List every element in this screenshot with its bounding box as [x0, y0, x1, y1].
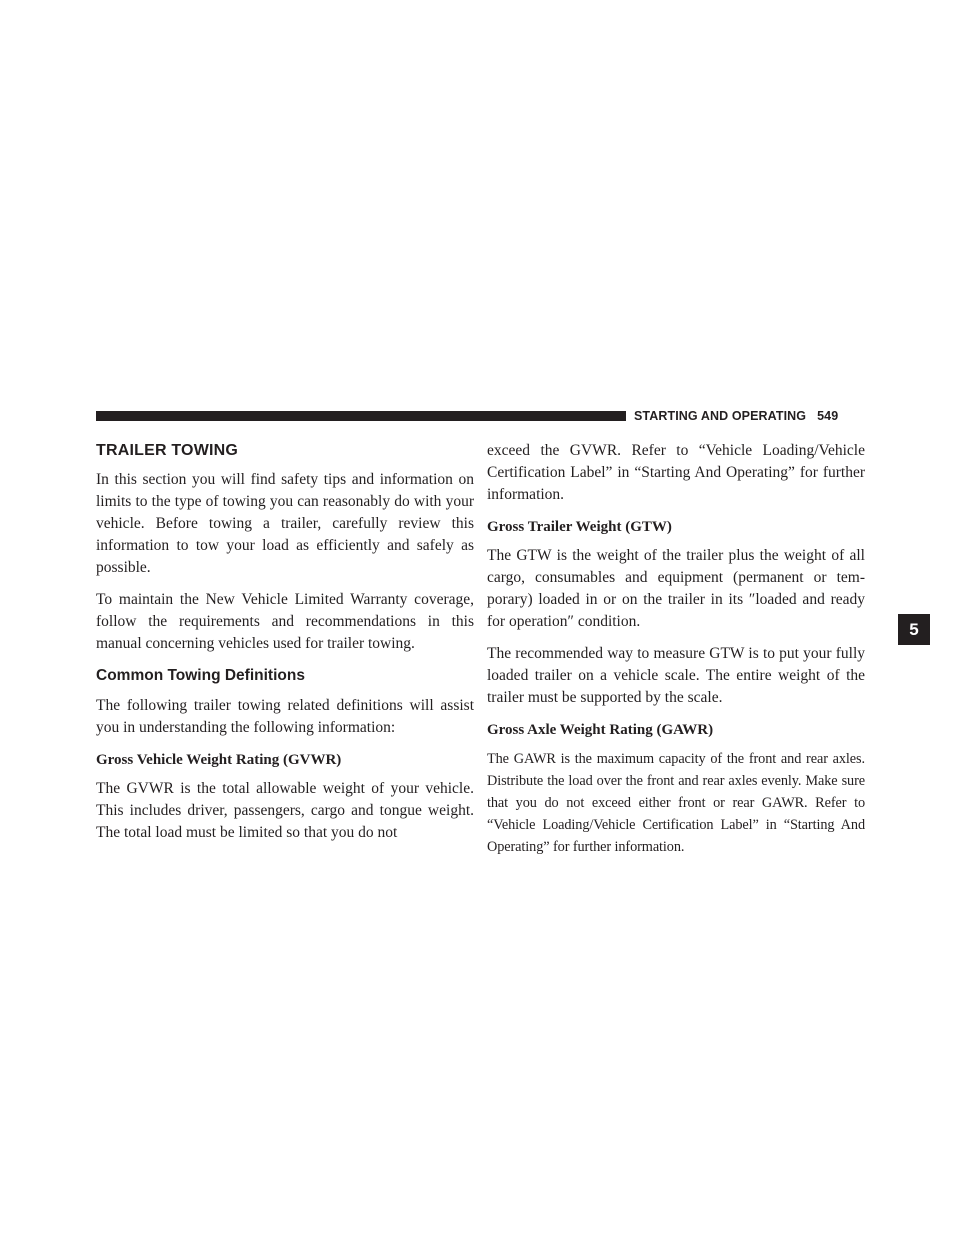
- running-header: [634, 406, 838, 426]
- section-title: TRAILER TOWING: [96, 442, 239, 459]
- gawr-paragraph: The GAWR is the maximum capacity of the front and rear axles. Distribute the load over the front and rear axles evenly. Make sure that you do not exceed either front or rear GAWR. Refer to “Vehicle Loading/Vehicle Certification Label” in “Starting And Operating” for further information.: [487, 751, 865, 855]
- gawr-heading: Gross Axle Weight Rating (GAWR): [487, 722, 714, 738]
- chapter-tab: 5: [898, 614, 930, 645]
- header-rule: [96, 411, 626, 421]
- gvwr-heading: Gross Vehicle Weight Rating (GVWR): [96, 752, 342, 768]
- gtw-paragraph-2: The recommended way to measure GTW is to put your fully loaded trailer on a vehicle scale. The entire weight of the trailer must be supported by the scale.: [487, 645, 865, 706]
- gvwr-paragraph: The GVWR is the total allowable weight of your vehicle. This includes driver, passengers, cargo and tongue weight. The total load must be limited so that you do not: [96, 780, 474, 841]
- definitions-intro: The following trailer towing related definitions will assist you in understanding the following information:: [96, 697, 474, 736]
- header-section-name: STARTING AND OPERATING: [634, 409, 807, 423]
- gtw-paragraph-1: The GTW is the weight of the trailer plus the weight of all cargo, consumables and equipment (permanent or tem- porary) loaded in or on the trailer in its ″loaded and ready for operation″ condition.: [487, 547, 865, 630]
- left-column: [96, 440, 474, 854]
- right-column: [487, 440, 865, 868]
- subsection-title: Common Towing Definitions: [96, 667, 305, 684]
- page-number: 549: [817, 409, 839, 423]
- intro-paragraph-1: In this section you will find safety tips and information on limits to the type of towing you can reasonably do with your vehicle. Before towing a trailer, carefully review this information to tow your load as efficiently and safely as possible.: [96, 471, 474, 576]
- gvwr-paragraph-continued: exceed the GVWR. Refer to “Vehicle Loading/Vehicle Certification Label” in “Starting And Operating” for further information.: [487, 442, 865, 503]
- gtw-heading: Gross Trailer Weight (GTW): [487, 519, 672, 535]
- intro-paragraph-2: To maintain the New Vehicle Limited Warranty coverage, follow the requirements and recommendations in this manual concerning vehicles used for trailer towing.: [96, 591, 474, 652]
